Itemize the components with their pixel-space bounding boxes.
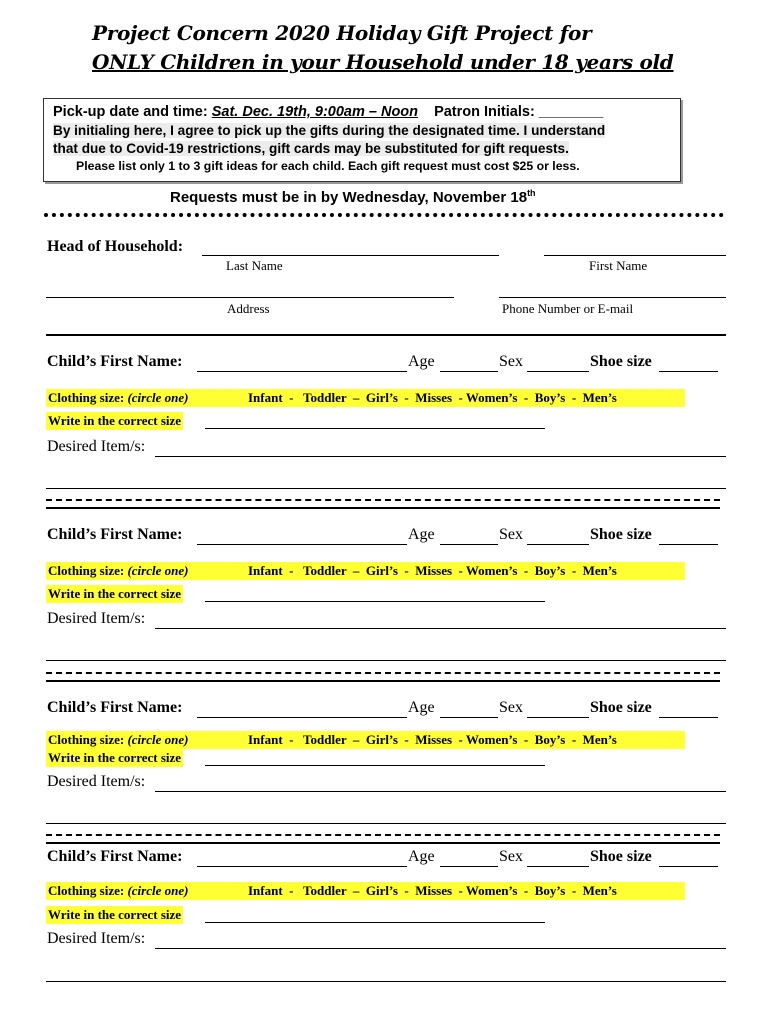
child-first-name-label: Child’s First Name: <box>47 848 183 865</box>
desired-items-label: Desired Item/s: <box>47 930 146 947</box>
sex-label: Sex <box>499 848 523 865</box>
clothing-size-label: Clothing size: <box>48 883 125 898</box>
sex-label: Sex <box>499 526 523 543</box>
desired-items-input[interactable] <box>155 791 726 792</box>
desired-items-input-extra[interactable] <box>46 660 726 661</box>
patron-initials-field[interactable]: Patron Initials: ________ <box>434 104 604 120</box>
first-name-caption: First Name <box>589 258 648 273</box>
write-size-label: Write in the correct size <box>48 907 182 922</box>
section-divider <box>46 507 720 509</box>
agreement-line-1: By initialing here, I agree to pick up the gifts during the designated time. I understand <box>53 123 606 138</box>
deadline-notice <box>170 188 536 206</box>
age-label: Age <box>408 699 435 716</box>
sex-input[interactable] <box>527 717 589 718</box>
write-size-label: Write in the correct size <box>48 413 182 428</box>
pickup-label: Pick-up date and time: <box>53 104 208 120</box>
child-name-row <box>47 353 182 371</box>
child-first-name-label: Child’s First Name: <box>47 353 183 370</box>
gift-rule: Please list only 1 to 3 gift ideas for each child. Each gift request must cost $25 or less. <box>76 159 580 173</box>
sex-input[interactable] <box>527 371 589 372</box>
head-of-household-label: Head of Household: <box>47 238 184 255</box>
write-size-input[interactable] <box>205 922 545 923</box>
sex-label: Sex <box>499 699 523 716</box>
pickup-info-box <box>43 98 681 182</box>
address-input[interactable] <box>46 297 454 298</box>
desired-items-label: Desired Item/s: <box>47 773 146 790</box>
address-caption: Address <box>227 301 270 316</box>
shoe-size-input[interactable] <box>659 866 718 867</box>
sex-label: Sex <box>499 353 523 370</box>
clothing-size-label: Clothing size: <box>48 563 125 578</box>
child-first-name-label: Child’s First Name: <box>47 526 183 543</box>
child-first-name-label: Child’s First Name: <box>47 699 183 716</box>
circle-one-hint: (circle one) <box>127 563 189 578</box>
age-label: Age <box>408 848 435 865</box>
write-size-label: Write in the correct size <box>48 750 182 765</box>
clothing-size-label: Clothing size: <box>48 732 125 747</box>
age-input[interactable] <box>440 866 498 867</box>
shoe-size-input[interactable] <box>659 544 718 545</box>
shoe-size-input[interactable] <box>659 717 718 718</box>
sex-input[interactable] <box>527 866 589 867</box>
circle-one-hint: (circle one) <box>127 883 189 898</box>
shoe-size-label: Shoe size <box>590 848 652 865</box>
dashed-divider <box>46 672 720 674</box>
age-input[interactable] <box>440 544 498 545</box>
child-first-name-input[interactable] <box>197 544 407 545</box>
child-name-row <box>47 526 182 544</box>
write-size-label: Write in the correct size <box>48 586 182 601</box>
agreement-line-2: that due to Covid-19 restrictions, gift cards may be substituted for gift requests. <box>53 141 569 156</box>
age-input[interactable] <box>440 717 498 718</box>
first-name-input[interactable] <box>544 255 726 256</box>
dashed-divider <box>46 834 720 836</box>
desired-items-label: Desired Item/s: <box>47 610 146 627</box>
child-name-row <box>47 699 182 717</box>
shoe-size-label: Shoe size <box>590 353 652 370</box>
age-label: Age <box>408 526 435 543</box>
page-subtitle: ONLY Children in your Household under 18 years old <box>92 50 674 74</box>
deadline-sup: th <box>527 188 536 198</box>
child-first-name-input[interactable] <box>197 866 407 867</box>
write-size-input[interactable] <box>205 428 545 429</box>
circle-one-hint: (circle one) <box>127 390 189 405</box>
last-name-caption: Last Name <box>226 258 283 273</box>
clothing-size-options[interactable]: Infant - Toddler – Girl’s - Misses - Women’s - Boy’s - Men’s <box>248 732 617 747</box>
desired-items-input[interactable] <box>155 628 726 629</box>
desired-items-input[interactable] <box>155 456 726 457</box>
desired-items-input[interactable] <box>155 948 726 949</box>
write-size-input[interactable] <box>205 601 545 602</box>
sex-input[interactable] <box>527 544 589 545</box>
age-input[interactable] <box>440 371 498 372</box>
clothing-size-options[interactable]: Infant - Toddler – Girl’s - Misses - Women’s - Boy’s - Men’s <box>248 563 617 578</box>
pickup-line <box>53 104 603 120</box>
phone-caption: Phone Number or E-mail <box>502 301 634 316</box>
section-divider <box>46 842 720 844</box>
deadline-text: Requests must be in by Wednesday, November 18 <box>170 189 528 206</box>
write-size-input[interactable] <box>205 765 545 766</box>
page-title: Project Concern 2020 Holiday Gift Project for <box>92 21 592 45</box>
age-label: Age <box>408 353 435 370</box>
circle-one-hint: (circle one) <box>127 732 189 747</box>
shoe-size-input[interactable] <box>659 371 718 372</box>
desired-items-input-extra[interactable] <box>46 823 726 824</box>
clothing-size-label: Clothing size: <box>48 390 125 405</box>
dashed-divider <box>46 499 720 501</box>
section-divider <box>46 334 726 336</box>
desired-items-input-extra[interactable] <box>46 981 726 982</box>
last-name-input[interactable] <box>202 255 499 256</box>
phone-email-input[interactable] <box>499 297 726 298</box>
shoe-size-label: Shoe size <box>590 699 652 716</box>
child-first-name-input[interactable] <box>197 717 407 718</box>
clothing-size-options[interactable]: Infant - Toddler – Girl’s - Misses - Women’s - Boy’s - Men’s <box>248 883 617 898</box>
pickup-value: Sat. Dec. 19th, 9:00am – Noon <box>211 104 419 120</box>
section-divider <box>46 680 720 682</box>
dotted-divider <box>44 213 724 217</box>
shoe-size-label: Shoe size <box>590 526 652 543</box>
child-first-name-input[interactable] <box>197 371 407 372</box>
desired-items-input-extra[interactable] <box>46 488 726 489</box>
desired-items-label: Desired Item/s: <box>47 438 146 455</box>
child-name-row <box>47 848 182 866</box>
clothing-size-options[interactable]: Infant - Toddler – Girl’s - Misses - Women’s - Boy’s - Men’s <box>248 390 617 405</box>
